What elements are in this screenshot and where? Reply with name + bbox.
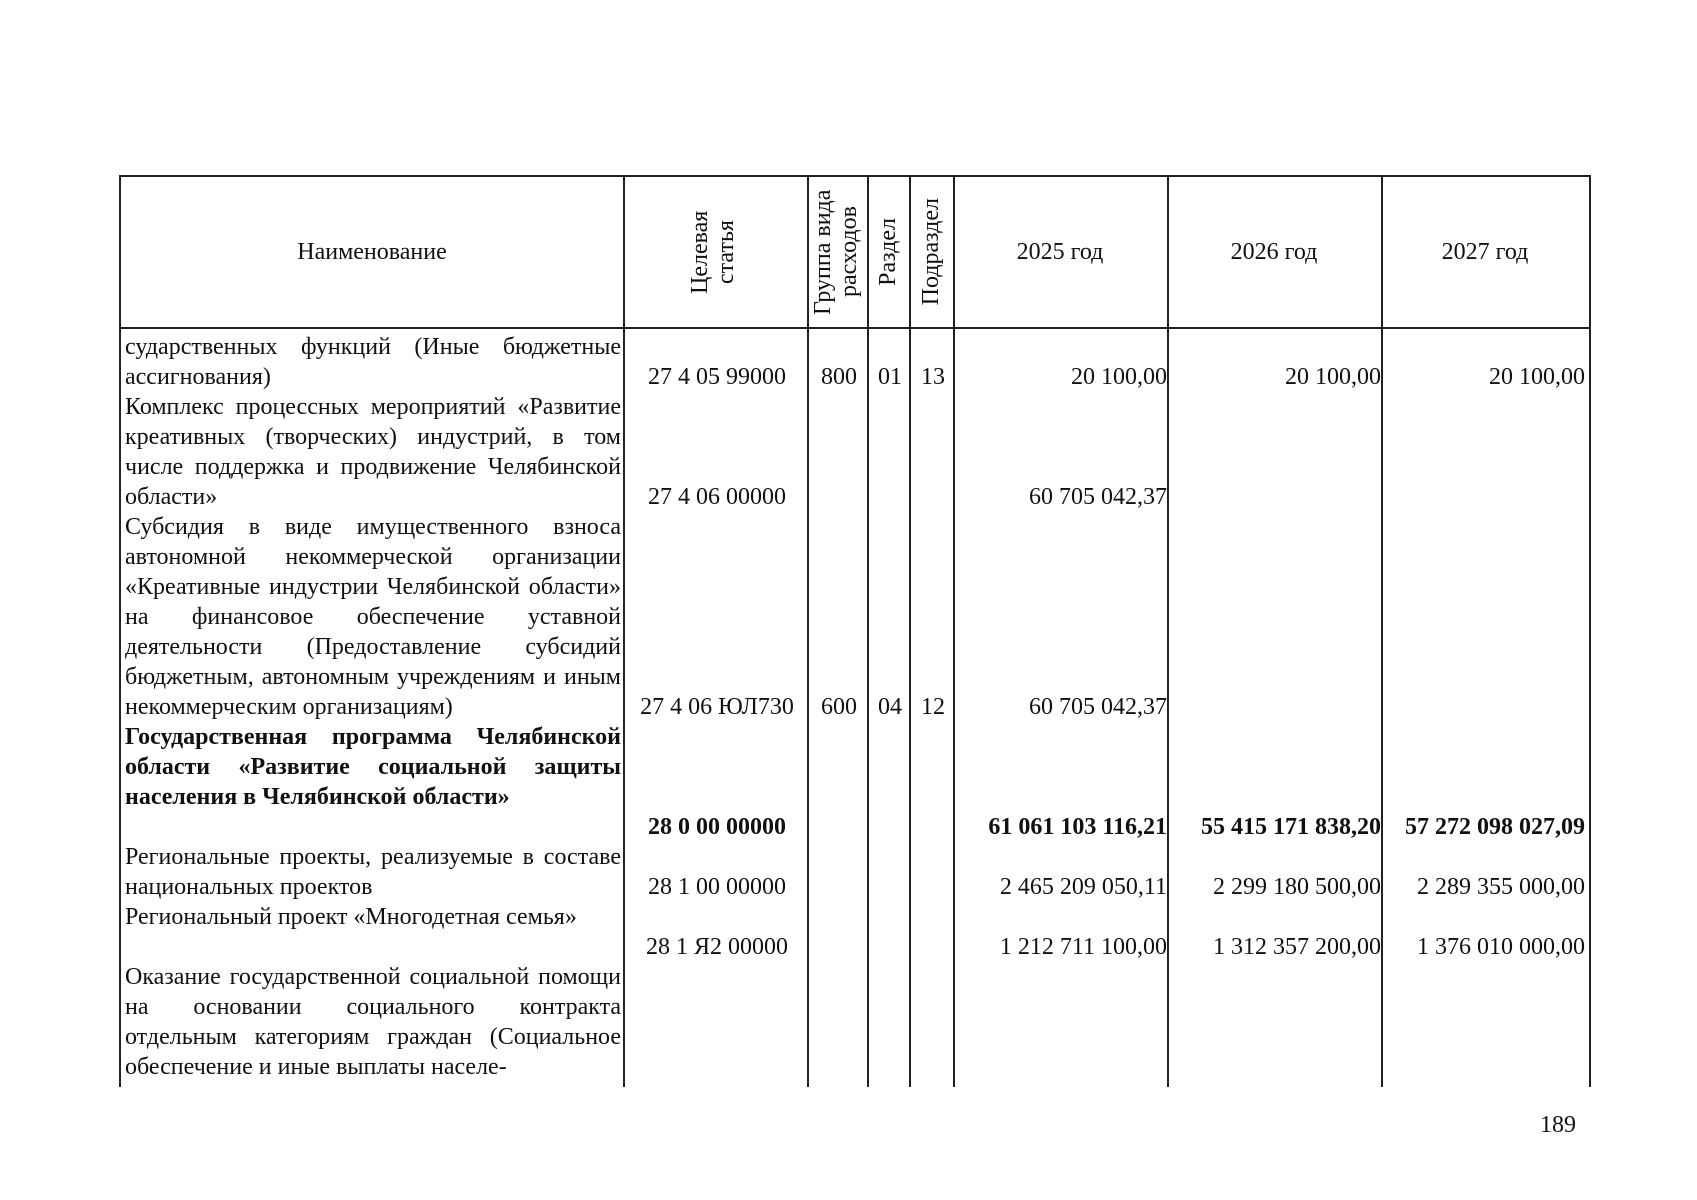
row-group: 600 — [821, 694, 857, 720]
row-2026: 55 415 171 838,20 — [1201, 814, 1381, 840]
row-code: 27 4 06 00000 — [648, 484, 786, 510]
page-number: 189 — [1540, 1112, 1576, 1138]
row-2025: 2 465 209 050,11 — [999, 874, 1167, 900]
row-2026: 1 312 357 200,00 — [1213, 934, 1381, 960]
header-2025: 2025 год — [1016, 238, 1104, 265]
row-2026: 20 100,00 — [1285, 364, 1381, 390]
row-name: Региональный проект «Многодетная семья» — [125, 904, 577, 930]
row-code: 28 1 Я2 00000 — [645, 934, 788, 960]
row-2025: 60 705 042,37 — [1029, 694, 1167, 720]
header-2026: 2026 год — [1230, 238, 1318, 265]
header-subsection — [909, 177, 953, 327]
header-name: Наименование — [297, 238, 447, 265]
budget-table — [119, 175, 1591, 1087]
row-code: 28 1 00 00000 — [648, 874, 786, 900]
header-code — [623, 177, 807, 327]
row-name: Субсидия в виде имущественного взноса автономной некоммерческой организации «Креативные индустрии Челябинской области» на финансовое обеспечение уставной деятельности (Предоставление субсидий бюджетным, автономным учреждениям и иным некоммерческим организациям) — [125, 514, 621, 720]
row-name: сударственных функций (Иные бюджетные ассигнования) — [125, 334, 621, 390]
header-group-label: Группа вида расходов — [810, 189, 862, 315]
row-name: Региональные проекты, реализуемые в составе национальных проектов — [125, 844, 621, 900]
header-2027: 2027 год — [1441, 238, 1529, 265]
header-section-label: Раздел — [875, 218, 901, 286]
row-section: 04 — [878, 694, 902, 720]
row-name: Комплекс процессных мероприятий «Развитие креативных (творческих) индустрий, в том числе поддержка и продвижение Челябинской области» — [125, 394, 621, 510]
row-group: 800 — [821, 364, 857, 390]
row-2025: 60 705 042,37 — [1029, 484, 1167, 510]
header-divider — [121, 327, 1589, 329]
row-subsection: 12 — [921, 694, 945, 720]
row-2026: 2 299 180 500,00 — [1213, 874, 1381, 900]
row-name: Оказание государственной социальной помощи на основании социального контракта отдельным категориям граждан (Социальное обеспечение и иные выплаты населе- — [125, 964, 621, 1080]
row-code: 27 4 05 99000 — [648, 364, 786, 390]
header-code-label: Целевая статья — [687, 210, 739, 294]
row-section: 01 — [878, 364, 902, 390]
row-2025: 1 212 711 100,00 — [999, 934, 1167, 960]
row-code: 28 0 00 00000 — [648, 814, 786, 840]
row-2027: 1 376 010 000,00 — [1417, 934, 1585, 960]
row-name: Государственная программа Челябинской области «Развитие социальной защиты населения в Челябинской области» — [125, 724, 621, 810]
row-2027: 57 272 098 027,09 — [1405, 814, 1585, 840]
header-subsection-label: Подраздел — [918, 198, 944, 306]
row-2027: 2 289 355 000,00 — [1417, 874, 1585, 900]
header-section — [867, 177, 909, 327]
header-group — [807, 177, 867, 327]
row-2027: 20 100,00 — [1489, 364, 1585, 390]
row-2025: 20 100,00 — [1071, 364, 1167, 390]
row-2025: 61 061 103 116,21 — [988, 814, 1167, 840]
row-code: 27 4 06 ЮЛ730 — [640, 694, 794, 720]
row-subsection: 13 — [921, 364, 945, 390]
